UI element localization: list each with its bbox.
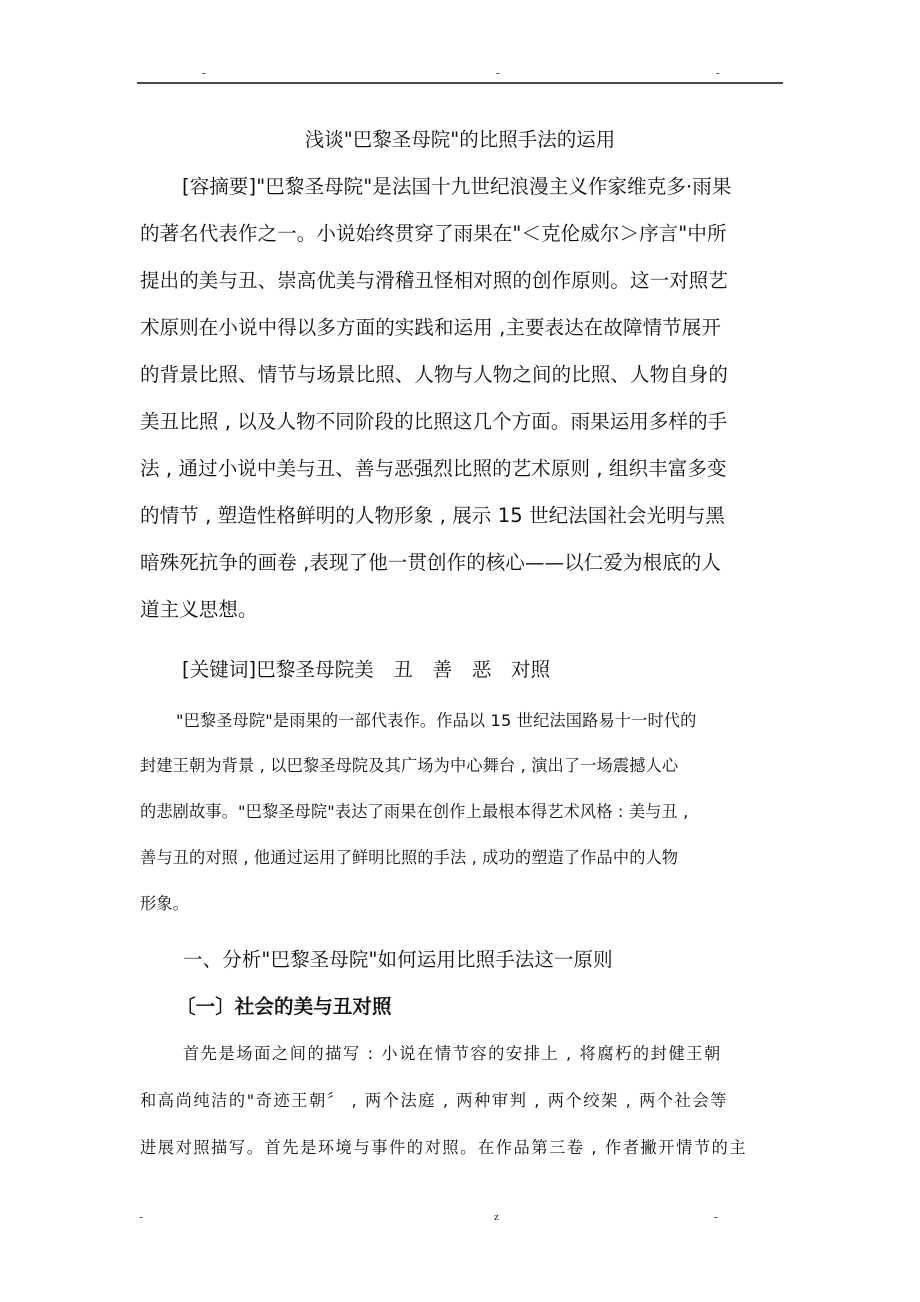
intro-line: 善与丑的对照 , 他通过运用了鲜明比照的手法 , 成功的塑造了作品中的人物 [140,848,679,867]
header-mark-right: - [716,67,720,79]
footer-mark-left: - [139,1211,143,1223]
subsection-heading: 〔一〕社会的美与丑对照 [176,995,392,1018]
abstract-line: 的背景比照、情节与场景比照、人物与人物之间的比照、人物自身的 [140,363,729,386]
abstract-line: 的情节 , 塑造性格鲜明的人物形象 , 展示 15 世纪法国社会光明与黑 [140,504,726,527]
abstract-line: 法 , 通过小说中美与丑、善与恶强烈比照的艺术原则 , 组织丰富多变 [140,457,727,480]
section-heading: 一、分析"巴黎圣母院"如何运用比照手法这一原则 [183,948,613,971]
abstract-line: 提出的美与丑、崇高优美与滑稽丑怪相对照的创作原则。这一对照艺 [140,269,729,292]
intro-line: "巴黎圣母院"是雨果的一部代表作。作品以 15 世纪法国路易十一时代的 [176,711,697,730]
header-mark-left: - [202,67,206,79]
intro-line: 形象。 [140,894,190,913]
header-rule [137,82,783,84]
section-line: 首先是场面之间的描写 : 小说在情节容的安排上 , 将腐朽的封健王朝 [183,1044,722,1063]
section-line: 进展对照描写。首先是环境与事件的对照。在作品第三卷 , 作者撇开情节的主 [140,1138,748,1157]
abstract-line: 的著名代表作之一。小说始终贯穿了雨果在"＜克伦威尔＞序言"中所 [140,222,727,245]
abstract-line: 术原则在小说中得以多方面的实践和运用 ,主要表达在故障情节展开 [140,316,721,339]
abstract-line: [容摘要]"巴黎圣母院"是法国十九世纪浪漫主义作家维克多·雨果 [182,175,732,198]
footer-page-mark: z [494,1211,499,1223]
header-mark-center: - [496,67,500,79]
abstract-line: 道主义思想。 [140,598,258,621]
abstract-line: 暗殊死抗争的画卷 ,表现了他一贯创作的核心——以仁爱为根底的人 [140,551,721,574]
intro-line: 的悲剧故事。"巴黎圣母院"表达了雨果在创作上最根本得艺术风格 : 美与丑 , [140,802,689,821]
section-line: 和高尚纯洁的"奇迹王朝〞 , 两个法庭 , 两种审判 , 两个绞架 , 两个社会等 [140,1091,729,1110]
abstract-line: 美丑比照 , 以及人物不同阶段的比照这几个方面。雨果运用多样的手 [140,410,728,433]
document-title: 浅谈"巴黎圣母院"的比照手法的运用 [304,128,616,151]
intro-line: 封建王朝为背景 , 以巴黎圣母院及其广场为中心舞台 , 演出了一场震撼人心 [140,756,679,775]
keywords-line: [关键词]巴黎圣母院美 丑 善 恶 对照 [182,658,551,681]
footer-mark-right: - [714,1211,718,1223]
